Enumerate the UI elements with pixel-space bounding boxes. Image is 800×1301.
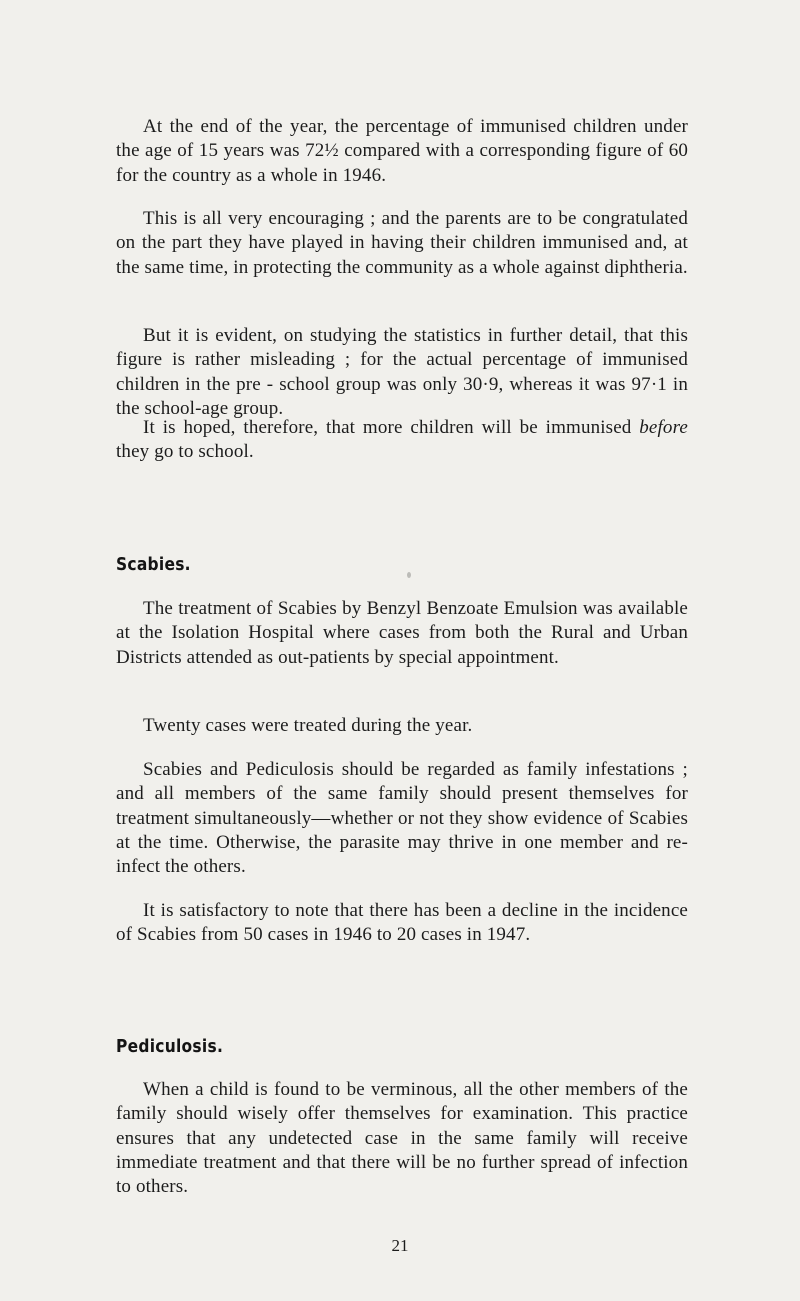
hoped-text-after: they go to school. xyxy=(116,441,254,463)
paragraph-scabies-twenty-cases: Twenty cases were treated during the year. xyxy=(143,715,473,736)
print-speck xyxy=(407,572,411,578)
paragraph-encouraging: This is all very encouraging ; and the parents are to be congratulated on the part they have played in having their children immunised and, at the same time, in protecting the community as a whole against diphtheria. xyxy=(116,208,688,278)
hoped-text-before: It is hoped, therefore, that more children will be immunised xyxy=(143,417,640,438)
page-number: 21 xyxy=(391,1236,409,1255)
section-heading-pediculosis: Pediculosis. xyxy=(116,1036,224,1057)
paragraph-pediculosis-examination: When a child is found to be verminous, all the other members of the family should wisely offer themselves for examination. This practice ensures that any undetected case in the same family will receive immediate treatment and that there will be no further spread of infection to others. xyxy=(116,1079,688,1198)
paragraph-statistics-detail: But it is evident, on studying the statistics in further detail, that this figure is rather misleading ; for the actual percentage of immunised children in the pre - school group was only 30·9, whereas it was 97·1 in the school-age group. xyxy=(116,325,688,419)
paragraph-scabies-family-infestations: Scabies and Pediculosis should be regarded as family infestations ; and all members of the same family should present themselves for treatment simultaneously—whether or not they show evidence of Scabies at the time. Otherwise, the parasite may thrive in one member and re-infect the others. xyxy=(116,759,688,878)
section-heading-scabies: Scabies. xyxy=(116,554,191,575)
hoped-text-emphasis: before xyxy=(639,417,688,438)
paragraph-immunisation-percentage: At the end of the year, the percentage of immunised children under the age of 15 years was 72½ compared with a corresponding figure of 60 for the country as a whole in 1946. xyxy=(116,116,688,186)
paragraph-scabies-decline: It is satisfactory to note that there has been a decline in the incidence of Scabies from 50 cases in 1946 to 20 cases in 1947. xyxy=(116,900,688,946)
paragraph-scabies-treatment: The treatment of Scabies by Benzyl Benzoate Emulsion was available at the Isolation Hospital where cases from both the Rural and Urban Districts attended as out-patients by special appointment. xyxy=(116,598,688,668)
paragraph-hoped-immunised xyxy=(116,416,688,465)
